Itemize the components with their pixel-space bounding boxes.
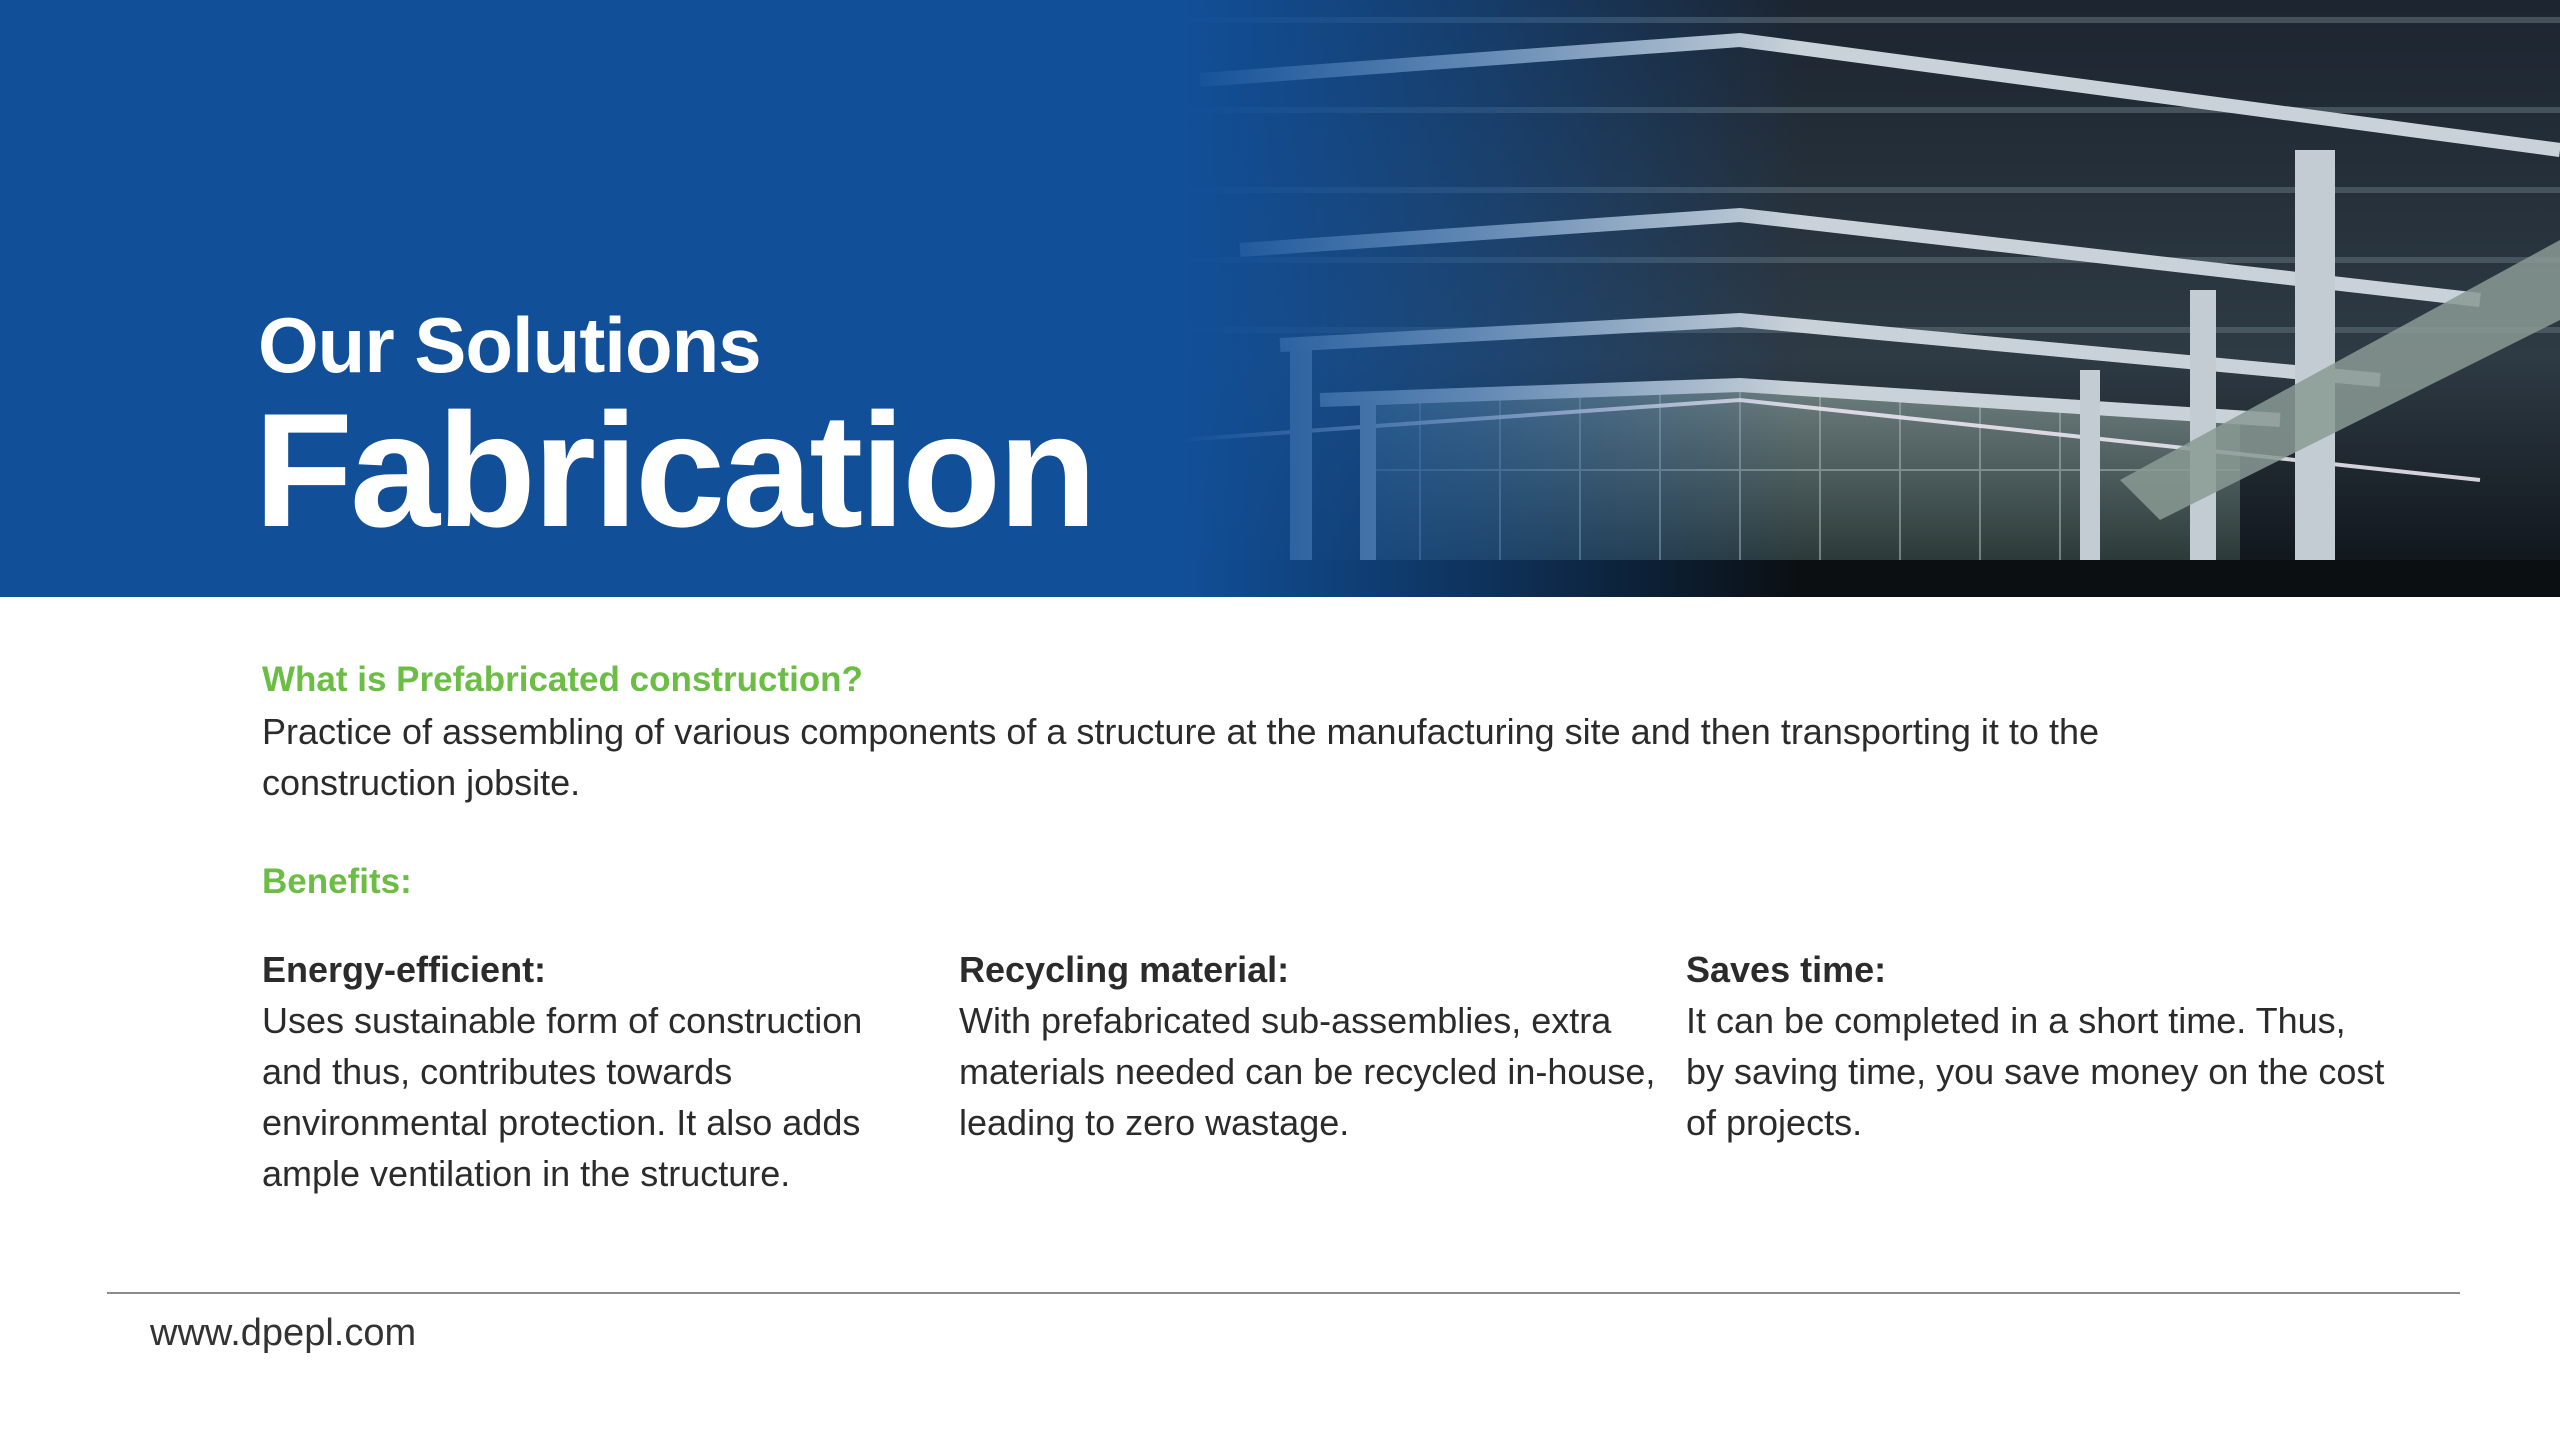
footer-divider [107, 1292, 2460, 1294]
benefit-saves-time [1686, 944, 2386, 1148]
warehouse-photo [1180, 0, 2560, 597]
benefit-recycling-material [959, 944, 1659, 1148]
benefit-text: With prefabricated sub-assemblies, extra materials needed can be recycled in-house, leading to zero wastage. [959, 1000, 1656, 1143]
warehouse-illustration [1180, 0, 2560, 597]
page-title: Fabrication [254, 380, 1095, 561]
benefit-text: It can be completed in a short time. Thus, by saving time, you save money on the cost of projects. [1686, 1000, 2385, 1143]
benefit-text: Uses sustainable form of construction and thus, contributes towards environmental protection. It also adds ample ventilation in the structure. [262, 1000, 863, 1194]
benefits-heading: Benefits: [262, 862, 412, 901]
benefit-title: Recycling material: [959, 949, 1290, 990]
hero-banner [0, 0, 2560, 597]
benefit-title: Energy-efficient: [262, 949, 547, 990]
benefit-title: Saves time: [1686, 949, 1887, 990]
benefit-energy-efficient [262, 944, 922, 1199]
footer-website-link[interactable]: www.dpepl.com [150, 1312, 417, 1354]
question-heading: What is Prefabricated construction? [262, 660, 863, 699]
section-kicker: Our Solutions [258, 301, 761, 389]
answer-text: Practice of assembling of various components of a structure at the manufacturing site and then transporting it to the construction jobsite. [262, 711, 2100, 803]
